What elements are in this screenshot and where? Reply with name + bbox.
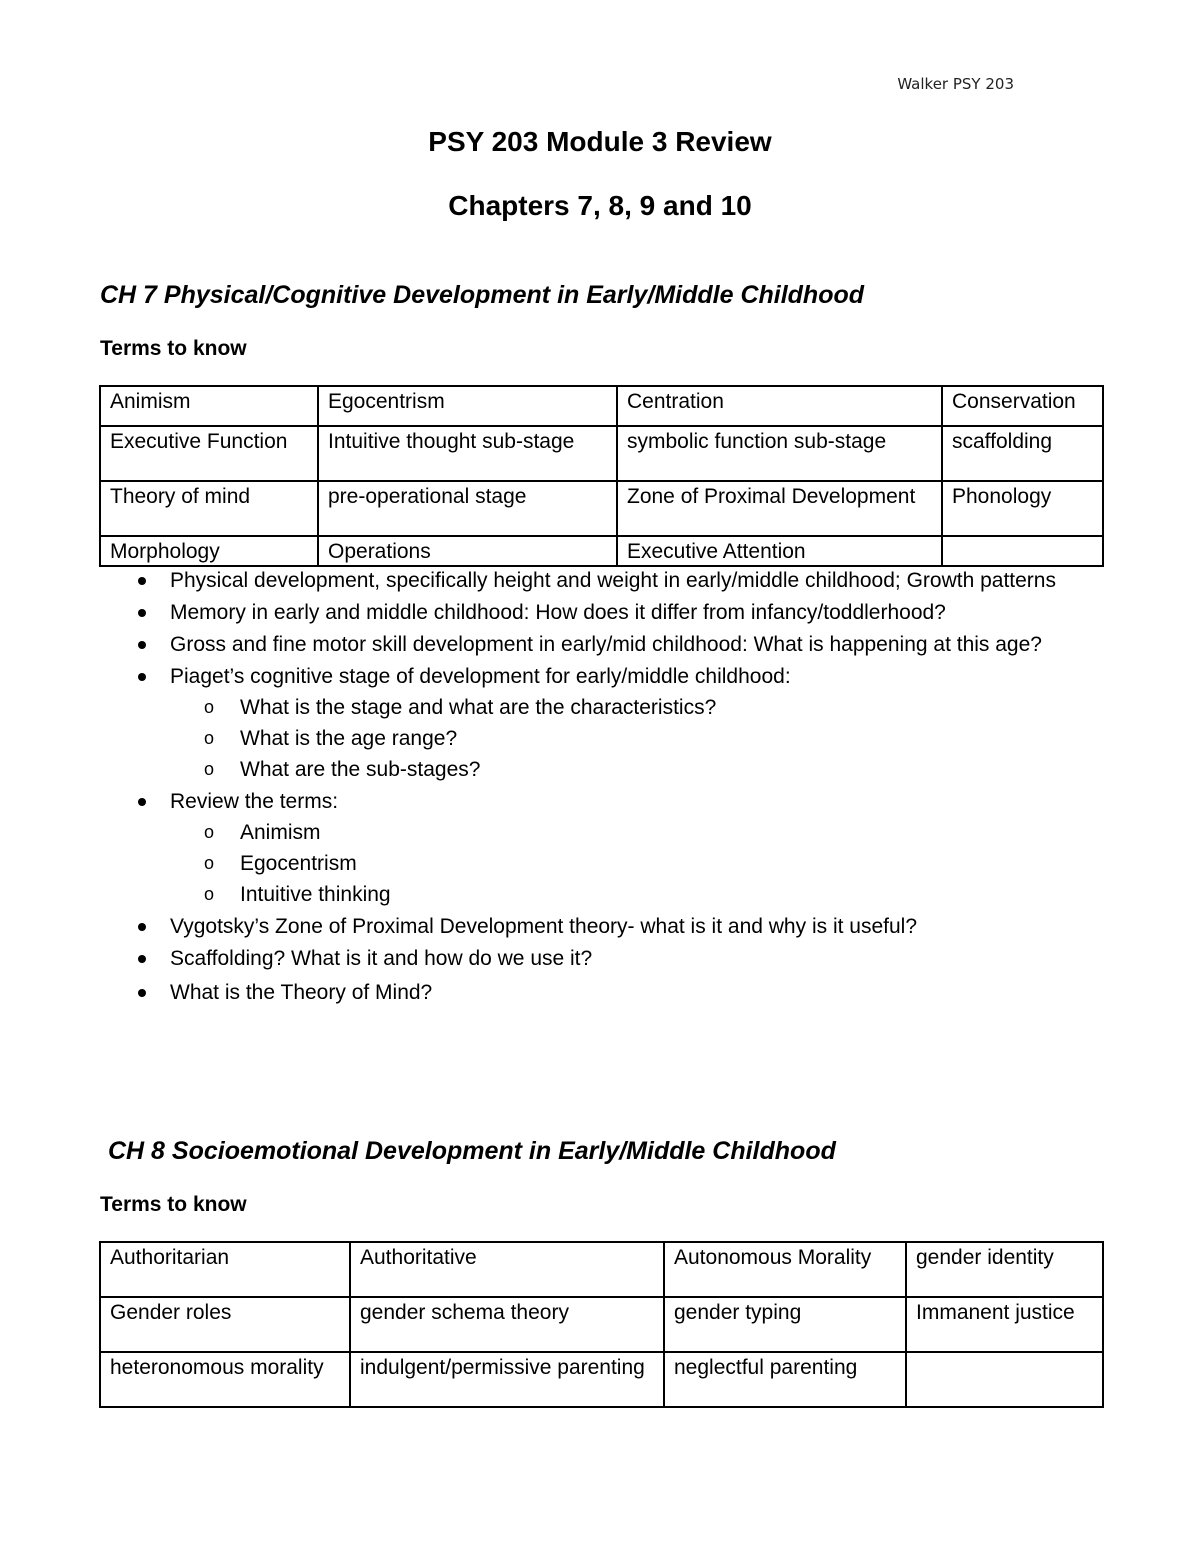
table-row <box>100 1242 1103 1297</box>
term-cell: Morphology <box>100 536 318 566</box>
ch8-terms-table <box>99 1241 1104 1408</box>
sub-list-item: o What is the stage and what are the characteristics? <box>170 692 1110 723</box>
term-cell: heteronomous morality <box>100 1352 350 1407</box>
list-item-text: Review the terms: <box>170 790 339 813</box>
sub-list-item: o What is the age range? <box>170 723 1110 754</box>
ch7-review-list <box>100 566 1110 1010</box>
term-cell: neglectful parenting <box>664 1352 906 1407</box>
term-cell: symbolic function sub-stage <box>617 426 942 481</box>
list-item: Physical development, specifically height and weight in early/middle childhood; Growth patterns <box>100 566 1110 596</box>
term-cell: gender identity <box>906 1242 1103 1297</box>
term-cell: Gender roles <box>100 1297 350 1352</box>
term-cell: Egocentrism <box>318 386 617 426</box>
list-item <box>100 787 1110 910</box>
list-item: Vygotsky’s Zone of Proximal Development theory- what is it and why is it useful? <box>100 912 1110 942</box>
table-row <box>100 481 1103 536</box>
term-cell: Authoritarian <box>100 1242 350 1297</box>
sub-list-item: o What are the sub-stages? <box>170 754 1110 785</box>
sub-list-item: o Egocentrism <box>170 848 1110 879</box>
table-row <box>100 536 1103 566</box>
term-cell: Phonology <box>942 481 1103 536</box>
ch7-heading: CH 7 Physical/Cognitive Development in Early/Middle Childhood <box>100 281 865 309</box>
term-cell: Executive Function <box>100 426 318 481</box>
piaget-sublist <box>170 692 1110 785</box>
term-cell: gender typing <box>664 1297 906 1352</box>
document-title: PSY 203 Module 3 Review <box>428 126 772 157</box>
term-cell: Intuitive thought sub-stage <box>318 426 617 481</box>
term-cell: Executive Attention <box>617 536 942 566</box>
table-row <box>100 386 1103 426</box>
ch7-terms-label: Terms to know <box>100 337 247 360</box>
term-cell: Authoritative <box>350 1242 664 1297</box>
term-cell: Autonomous Morality <box>664 1242 906 1297</box>
page-header-author: Walker PSY 203 <box>897 75 1014 93</box>
table-row <box>100 1297 1103 1352</box>
list-item <box>100 662 1110 785</box>
list-item: Gross and fine motor skill development in early/mid childhood: What is happening at this age? <box>100 630 1110 660</box>
term-cell: scaffolding <box>942 426 1103 481</box>
list-item-text: Piaget’s cognitive stage of development for early/middle childhood: <box>170 665 791 688</box>
term-cell: Centration <box>617 386 942 426</box>
term-cell: Theory of mind <box>100 481 318 536</box>
term-cell: Operations <box>318 536 617 566</box>
list-item: Scaffolding? What is it and how do we use it? <box>100 944 1110 974</box>
term-cell: pre-operational stage <box>318 481 617 536</box>
list-item: What is the Theory of Mind? <box>100 978 1110 1008</box>
term-cell: indulgent/permissive parenting <box>350 1352 664 1407</box>
term-cell: gender schema theory <box>350 1297 664 1352</box>
ch8-terms-label: Terms to know <box>100 1193 247 1216</box>
term-cell: Conservation <box>942 386 1103 426</box>
term-cell: Immanent justice <box>906 1297 1103 1352</box>
term-cell: Animism <box>100 386 318 426</box>
table-row <box>100 1352 1103 1407</box>
list-item: Memory in early and middle childhood: How does it differ from infancy/toddlerhood? <box>100 598 1110 628</box>
term-cell <box>906 1352 1103 1407</box>
sub-list-item: o Animism <box>170 817 1110 848</box>
table-row <box>100 426 1103 481</box>
sub-list-item: o Intuitive thinking <box>170 879 1110 910</box>
term-cell <box>942 536 1103 566</box>
document-subtitle: Chapters 7, 8, 9 and 10 <box>448 190 752 221</box>
term-cell: Zone of Proximal Development <box>617 481 942 536</box>
ch7-terms-table <box>99 385 1104 567</box>
review-terms-sublist <box>170 817 1110 910</box>
ch8-heading: CH 8 Socioemotional Development in Early/Middle Childhood <box>108 1137 836 1165</box>
